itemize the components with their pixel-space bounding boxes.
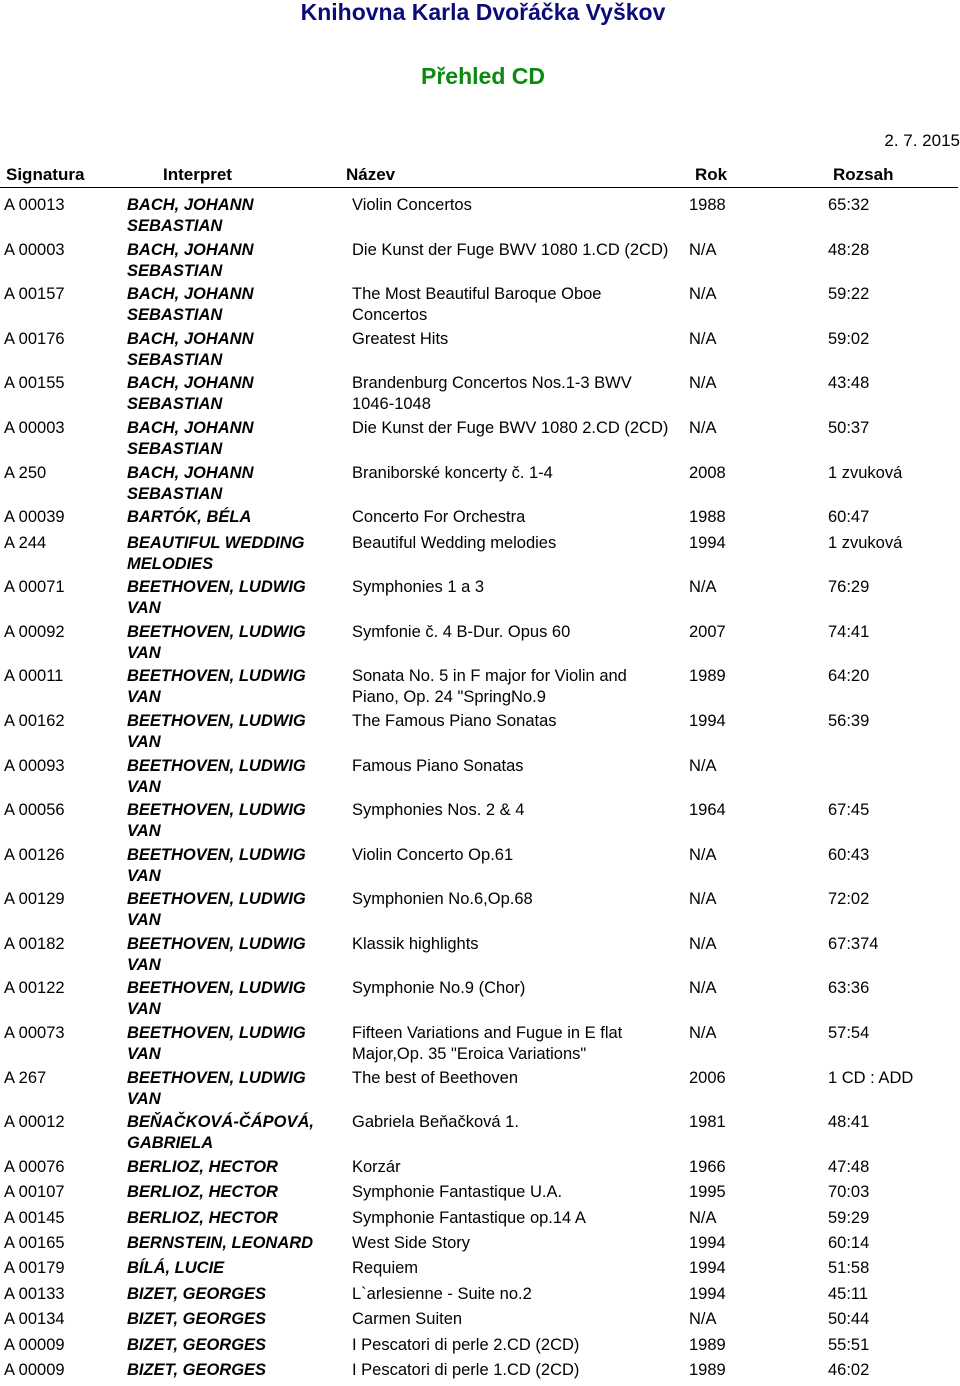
cell-rozsah: 50:44 <box>828 1310 870 1329</box>
cell-interpret: BACH, JOHANN SEBASTIAN <box>127 240 254 280</box>
cell-rok: N/A <box>689 979 717 998</box>
table-row <box>0 666 960 711</box>
cell-signatura: A 00009 <box>4 1360 65 1379</box>
cell-rok: 1994 <box>689 1284 726 1303</box>
report-date: 2. 7. 2015 <box>884 131 960 150</box>
table-row <box>0 240 960 285</box>
table-row <box>0 845 960 890</box>
cell-interpret: BACH, JOHANN SEBASTIAN <box>127 285 254 325</box>
cell-rozsah: 59:29 <box>828 1208 870 1227</box>
cell-interpret: BIZET, GEORGES <box>127 1284 267 1303</box>
cell-rozsah: 67:45 <box>828 801 870 820</box>
cell-signatura: A 00134 <box>4 1310 65 1329</box>
cell-rozsah: 60:43 <box>828 845 870 864</box>
cell-signatura: A 244 <box>4 533 47 552</box>
cell-interpret: BACH, JOHANN SEBASTIAN <box>127 463 254 503</box>
cell-signatura: A 00003 <box>4 240 65 259</box>
col-header-rozsah: Rozsah <box>833 165 894 184</box>
cell-nazev: L`arlesienne - Suite no.2 <box>352 1284 532 1303</box>
cell-rok: 1989 <box>689 1335 726 1354</box>
table-row <box>0 1208 960 1233</box>
cell-rozsah: 70:03 <box>828 1183 870 1202</box>
cell-nazev: Symphonie Fantastique op.14 A <box>352 1208 586 1227</box>
cell-rozsah: 60:47 <box>828 508 870 527</box>
cell-interpret: BIZET, GEORGES <box>127 1335 267 1354</box>
col-header-interpret: Interpret <box>163 165 232 184</box>
cell-interpret: BARTÓK, BÉLA <box>127 508 252 527</box>
cell-nazev: Brandenburg Concertos Nos.1-3 BWV 1046-1048 <box>352 374 632 414</box>
cell-rozsah: 50:37 <box>828 418 870 437</box>
cell-signatura: A 00179 <box>4 1259 65 1278</box>
cell-nazev: Carmen Suiten <box>352 1310 463 1329</box>
cell-signatura: A 00176 <box>4 329 65 348</box>
cell-rok: 1994 <box>689 711 726 730</box>
cell-signatura: A 250 <box>4 463 47 482</box>
cell-nazev: West Side Story <box>352 1234 470 1253</box>
col-header-signatura: Signatura <box>6 165 85 184</box>
cell-nazev: Beautiful Wedding melodies <box>352 533 557 552</box>
cell-interpret: BEETHOVEN, LUDWIG VAN <box>127 622 306 662</box>
cell-nazev: Braniborské koncerty č. 1-4 <box>352 463 553 482</box>
table-row <box>0 1284 960 1309</box>
cell-nazev: Symphonies 1 a 3 <box>352 578 485 597</box>
cell-signatura: A 00107 <box>4 1183 65 1202</box>
cell-rok: 1988 <box>689 508 726 527</box>
table-row <box>0 756 960 801</box>
cell-nazev: The Famous Piano Sonatas <box>352 711 557 730</box>
cell-interpret: BÍLÁ, LUCIE <box>127 1259 225 1278</box>
cell-nazev: Fifteen Variations and Fugue in E flat Major,Op. 35 "Eroica Variations" <box>352 1024 623 1064</box>
cell-interpret: BEŇAČKOVÁ-ČÁPOVÁ, GABRIELA <box>127 1113 315 1153</box>
cell-nazev: Die Kunst der Fuge BWV 1080 2.CD (2CD) <box>352 418 669 437</box>
cell-signatura: A 00056 <box>4 801 65 820</box>
cell-interpret: BEETHOVEN, LUDWIG VAN <box>127 845 306 885</box>
cell-interpret: BEETHOVEN, LUDWIG VAN <box>127 979 306 1019</box>
cell-rok: 1988 <box>689 196 726 214</box>
cell-signatura: A 267 <box>4 1068 47 1087</box>
table-row <box>0 1023 960 1068</box>
cell-signatura: A 00133 <box>4 1284 65 1303</box>
cell-signatura: A 00092 <box>4 622 65 641</box>
cell-rozsah: 72:02 <box>828 890 870 909</box>
cell-rozsah: 59:22 <box>828 285 870 304</box>
cell-signatura: A 00003 <box>4 418 65 437</box>
cell-nazev: Gabriela Beňačková 1. <box>352 1113 519 1132</box>
cell-rozsah: 63:36 <box>828 979 870 998</box>
table-row <box>0 934 960 979</box>
table-row <box>0 329 960 374</box>
table-header <box>0 163 958 188</box>
cell-rozsah: 67:374 <box>828 934 879 953</box>
cell-rozsah: 48:41 <box>828 1113 870 1132</box>
table-row <box>0 889 960 934</box>
table-row <box>0 284 960 329</box>
cell-rok: N/A <box>689 934 717 953</box>
cell-nazev: I Pescatori di perle 2.CD (2CD) <box>352 1335 580 1354</box>
cell-rok: N/A <box>689 1024 717 1043</box>
cell-interpret: BEETHOVEN, LUDWIG VAN <box>127 801 306 841</box>
cell-rok: 1989 <box>689 667 726 686</box>
cell-signatura: A 00039 <box>4 508 65 527</box>
cell-interpret: BIZET, GEORGES <box>127 1360 267 1379</box>
cell-nazev: Symphonies Nos. 2 & 4 <box>352 801 525 820</box>
cell-rok: 1994 <box>689 533 726 552</box>
cell-nazev: Famous Piano Sonatas <box>352 756 524 775</box>
cell-rok: N/A <box>689 240 717 259</box>
table-row <box>0 1233 960 1258</box>
table-row <box>0 1258 960 1283</box>
cell-interpret: BEETHOVEN, LUDWIG VAN <box>127 578 306 618</box>
cell-rozsah: 60:14 <box>828 1234 870 1253</box>
cell-rok: 2006 <box>689 1068 726 1087</box>
cell-rok: 2008 <box>689 463 726 482</box>
cell-signatura: A 00155 <box>4 374 65 393</box>
cell-interpret: BEETHOVEN, LUDWIG VAN <box>127 934 306 974</box>
cell-rozsah: 51:58 <box>828 1259 870 1278</box>
cell-rok: 1981 <box>689 1113 726 1132</box>
cell-rozsah: 45:11 <box>828 1284 869 1303</box>
cell-interpret: BACH, JOHANN SEBASTIAN <box>127 196 254 235</box>
cell-nazev: I Pescatori di perle 1.CD (2CD) <box>352 1360 580 1379</box>
cell-rok: N/A <box>689 329 717 348</box>
cell-rok: N/A <box>689 1310 717 1329</box>
cell-rozsah: 43:48 <box>828 374 870 393</box>
cell-signatura: A 00009 <box>4 1335 65 1354</box>
cell-signatura: A 00071 <box>4 578 65 597</box>
table-row <box>0 1360 960 1385</box>
cell-rozsah: 48:28 <box>828 240 870 259</box>
cell-signatura: A 00122 <box>4 979 65 998</box>
cell-nazev: Requiem <box>352 1259 419 1278</box>
cell-signatura: A 00165 <box>4 1234 65 1253</box>
cell-rok: N/A <box>689 1208 717 1227</box>
cell-signatura: A 00182 <box>4 934 65 953</box>
cell-rozsah: 47:48 <box>828 1157 870 1176</box>
table-row <box>0 533 960 578</box>
table-row <box>0 507 960 532</box>
cell-nazev: Symphonie Fantastique U.A. <box>352 1183 563 1202</box>
cell-interpret: BEETHOVEN, LUDWIG VAN <box>127 1024 306 1064</box>
cell-nazev: Sonata No. 5 in F major for Violin and Piano, Op. 24 "SpringNo.9 <box>352 667 627 707</box>
cell-nazev: Violin Concertos <box>352 196 472 214</box>
table-row <box>0 463 960 508</box>
cell-interpret: BEETHOVEN, LUDWIG VAN <box>127 890 306 930</box>
col-header-rok: Rok <box>695 165 728 184</box>
cell-interpret: BERLIOZ, HECTOR <box>127 1157 278 1176</box>
cell-interpret: BACH, JOHANN SEBASTIAN <box>127 374 254 414</box>
cell-nazev: Korzár <box>352 1157 401 1176</box>
cell-rok: N/A <box>689 890 717 909</box>
cell-signatura: A 00093 <box>4 756 65 775</box>
cell-rok: 1989 <box>689 1360 726 1379</box>
table-row <box>0 1335 960 1360</box>
cell-rozsah: 57:54 <box>828 1024 870 1043</box>
cell-rozsah: 65:32 <box>828 196 870 214</box>
cell-rok: 2007 <box>689 622 726 641</box>
cell-rozsah: 76:29 <box>828 578 870 597</box>
cell-interpret: BIZET, GEORGES <box>127 1310 267 1329</box>
col-header-nazev: Název <box>346 165 396 184</box>
cell-signatura: A 00126 <box>4 845 65 864</box>
table-row <box>0 1157 960 1182</box>
cell-rozsah: 1 zvuková <box>828 463 903 482</box>
table-row <box>0 1182 960 1207</box>
cell-interpret: BACH, JOHANN SEBASTIAN <box>127 329 254 369</box>
cell-signatura: A 00076 <box>4 1157 65 1176</box>
table-row <box>0 373 960 418</box>
cell-nazev: Concerto For Orchestra <box>352 508 526 527</box>
cell-interpret: BERNSTEIN, LEONARD <box>127 1234 314 1253</box>
cell-rok: N/A <box>689 374 717 393</box>
cell-nazev: Die Kunst der Fuge BWV 1080 1.CD (2CD) <box>352 240 669 259</box>
cell-rok: N/A <box>689 285 717 304</box>
table-row <box>0 622 960 667</box>
cell-rok: 1964 <box>689 801 726 820</box>
cell-nazev: The Most Beautiful Baroque Oboe Concertos <box>352 285 602 325</box>
cell-interpret: BEETHOVEN, LUDWIG VAN <box>127 711 306 751</box>
cell-interpret: BEETHOVEN, LUDWIG VAN <box>127 1068 306 1108</box>
cd-table <box>0 195 960 1385</box>
cell-rok: N/A <box>689 756 717 775</box>
table-row <box>0 195 960 240</box>
table-row <box>0 978 960 1023</box>
cell-signatura: A 00012 <box>4 1113 65 1132</box>
cell-signatura: A 00162 <box>4 711 65 730</box>
cell-nazev: Klassik highlights <box>352 934 479 953</box>
cell-nazev: Symphonien No.6,Op.68 <box>352 890 533 909</box>
cell-nazev: Symphonie No.9 (Chor) <box>352 979 526 998</box>
table-row <box>0 1309 960 1334</box>
cell-signatura: A 00013 <box>4 196 65 214</box>
cell-rok: N/A <box>689 418 717 437</box>
table-row <box>0 1068 960 1113</box>
cell-signatura: A 00145 <box>4 1208 65 1227</box>
table-row <box>0 577 960 622</box>
cell-rok: 1966 <box>689 1157 726 1176</box>
table-row <box>0 711 960 756</box>
cell-interpret: BEAUTIFUL WEDDING MELODIES <box>127 533 305 573</box>
cell-rozsah: 56:39 <box>828 711 870 730</box>
cell-interpret: BEETHOVEN, LUDWIG VAN <box>127 756 306 796</box>
cell-signatura: A 00073 <box>4 1024 65 1043</box>
cell-rok: 1994 <box>689 1259 726 1278</box>
cell-rozsah: 74:41 <box>828 622 870 641</box>
cell-rozsah: 59:02 <box>828 329 870 348</box>
cell-interpret: BERLIOZ, HECTOR <box>127 1208 278 1227</box>
cell-interpret: BERLIOZ, HECTOR <box>127 1183 278 1202</box>
cell-rozsah: 46:02 <box>828 1360 870 1379</box>
cell-rok: N/A <box>689 578 717 597</box>
cell-nazev: Violin Concerto Op.61 <box>352 845 514 864</box>
library-title: Knihovna Karla Dvořáčka Vyškov <box>300 0 666 25</box>
cell-rok: 1994 <box>689 1234 726 1253</box>
cell-nazev: The best of Beethoven <box>352 1068 519 1087</box>
cell-rozsah: 1 zvuková <box>828 533 903 552</box>
cell-rozsah: 55:51 <box>828 1335 870 1354</box>
cell-signatura: A 00157 <box>4 285 65 304</box>
cell-rok: 1995 <box>689 1183 726 1202</box>
cell-rok: N/A <box>689 845 717 864</box>
table-row <box>0 418 960 463</box>
cell-signatura: A 00011 <box>4 667 64 686</box>
cell-interpret: BEETHOVEN, LUDWIG VAN <box>127 667 306 707</box>
page-subtitle: Přehled CD <box>421 63 545 89</box>
cell-interpret: BACH, JOHANN SEBASTIAN <box>127 418 254 458</box>
cell-nazev: Symfonie č. 4 B-Dur. Opus 60 <box>352 622 571 641</box>
cell-signatura: A 00129 <box>4 890 65 909</box>
table-row <box>0 1112 960 1157</box>
cell-rozsah: 64:20 <box>828 667 870 686</box>
cell-nazev: Greatest Hits <box>352 329 449 348</box>
cell-rozsah: 1 CD : ADD <box>828 1068 914 1087</box>
table-row <box>0 800 960 845</box>
